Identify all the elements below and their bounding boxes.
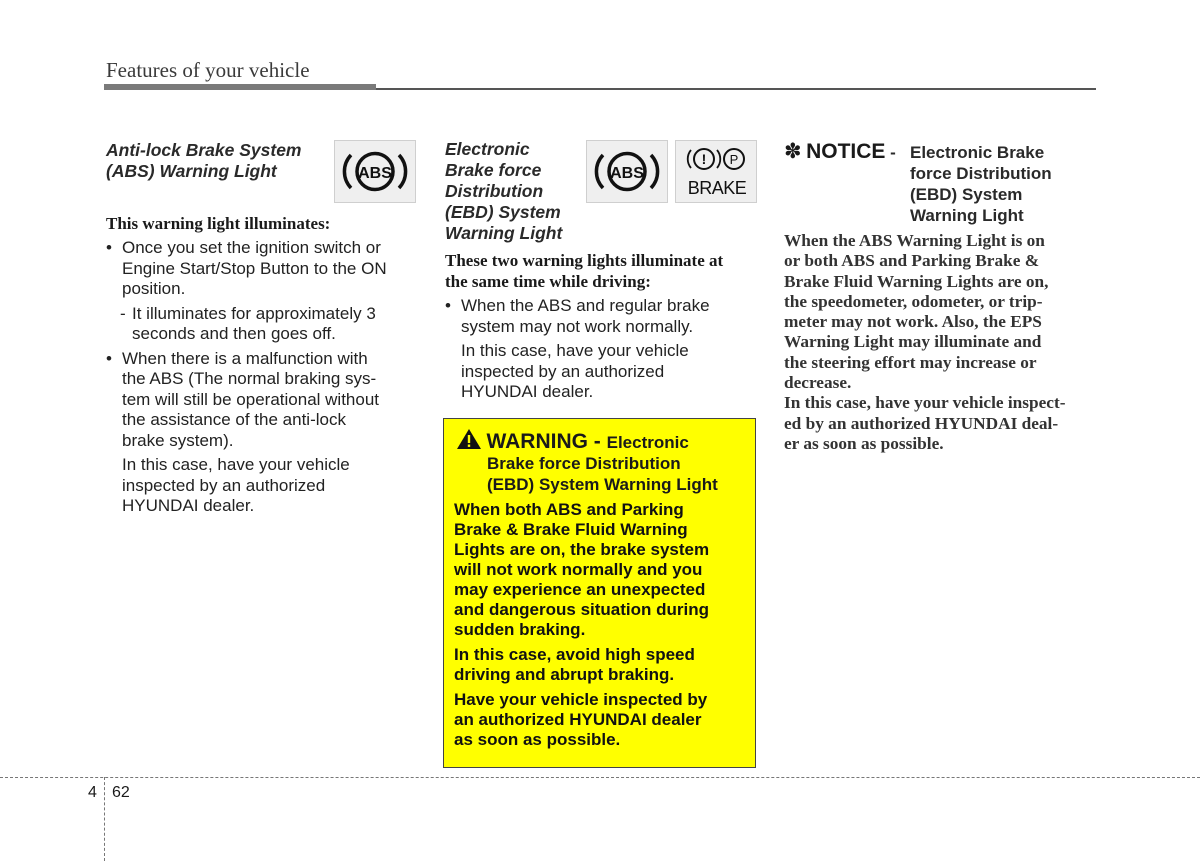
notice-title-row xyxy=(784,139,896,164)
abs-sub-item xyxy=(120,304,416,345)
text-line: Warning Light may illuminate and xyxy=(784,332,1042,352)
warning-para xyxy=(454,500,746,640)
notice-body xyxy=(784,231,1096,454)
text-line: When both ABS and Parking xyxy=(454,500,684,519)
text-line: (EBD) System xyxy=(910,185,1023,204)
abs-inspect-text xyxy=(122,455,416,517)
park-glyph: P xyxy=(729,152,739,167)
header-rule-thick xyxy=(104,84,376,90)
warning-para xyxy=(454,645,746,685)
warning-triangle-icon xyxy=(456,428,482,450)
text-line: Electronic Brake xyxy=(910,143,1045,162)
text-line: Brake Fluid Warning Lights are on, xyxy=(784,271,1049,291)
text-line: may experience an unexpected xyxy=(454,580,706,599)
text-line: In this case, have your vehicle xyxy=(461,341,689,360)
notice-title: NOTICE xyxy=(806,140,886,163)
page-chapter-number: 4 xyxy=(88,784,97,801)
warning-body xyxy=(454,500,746,750)
brake-icon-label: BRAKE xyxy=(687,178,747,198)
abs-icon xyxy=(587,141,667,202)
abs-icon xyxy=(335,141,415,202)
warning-title-row xyxy=(456,428,689,454)
text-line: Brake force Distribution xyxy=(487,454,681,473)
text-line: driving and abrupt braking. xyxy=(454,665,675,684)
warning-title-sub: Electronic xyxy=(606,433,689,452)
text-line: position. xyxy=(122,279,186,298)
ebd-heading-line: Brake force xyxy=(445,160,542,180)
ebd-heading-line: Warning Light xyxy=(445,223,563,243)
warning-para xyxy=(454,690,746,750)
warning-box xyxy=(443,418,756,768)
notice-para xyxy=(784,393,1096,454)
ebd-bullet-brake xyxy=(445,296,757,337)
text-line: Brake & Brake Fluid Warning xyxy=(454,520,688,539)
text-line: In this case, have your vehicle inspect- xyxy=(784,393,1066,413)
text-line: force Distribution xyxy=(910,164,1052,183)
ebd-heading-line: Electronic xyxy=(445,139,530,159)
text-line: inspected by an authorized xyxy=(122,475,326,495)
text-line: sudden braking. xyxy=(454,620,586,639)
text-line: Engine Start/Stop Button to the ON xyxy=(122,258,387,278)
text-line: - It illuminates for approximately 3 xyxy=(132,303,376,323)
brake-warning-light-icon xyxy=(675,140,757,203)
ebd-abs-icon-box xyxy=(586,140,668,203)
text-line: the same time while driving: xyxy=(445,272,651,291)
text-line: In this case, have your vehicle xyxy=(122,455,350,474)
page-header-title: Features of your vehicle xyxy=(106,58,310,82)
ebd-lead-text xyxy=(445,250,757,292)
text-line: seconds and then goes off. xyxy=(132,324,336,343)
text-line: the ABS (The normal braking sys- xyxy=(122,369,377,388)
text-line: ed by an authorized HYUNDAI deal- xyxy=(784,413,1059,433)
exclaim-glyph: ! xyxy=(701,151,707,167)
abs-icon-label: ABS xyxy=(358,165,392,182)
text-line: and dangerous situation during xyxy=(454,600,709,619)
text-line: meter may not work. Also, the EPS xyxy=(784,312,1042,332)
text-line: HYUNDAI dealer. xyxy=(461,382,594,401)
text-line: Warning Light xyxy=(910,206,1024,225)
abs-heading-line: (ABS) Warning Light xyxy=(106,161,277,181)
ebd-inspect-text xyxy=(461,341,757,403)
notice-symbol: ✽ xyxy=(784,140,802,163)
notice-para xyxy=(784,231,1096,393)
text-line: system may not work normally. xyxy=(461,316,694,336)
notice-subtitle xyxy=(910,142,1052,226)
ebd-body xyxy=(445,296,757,403)
abs-bullet-malfunction xyxy=(106,349,416,452)
text-line: In this case, avoid high speed xyxy=(454,645,695,664)
text-line: HYUNDAI dealer. xyxy=(122,496,255,515)
abs-warning-light-icon xyxy=(334,140,416,203)
text-line: as soon as possible. xyxy=(454,730,621,749)
brake-icon xyxy=(676,141,756,202)
abs-body xyxy=(106,238,416,517)
text-line: the assistance of the anti-lock xyxy=(122,410,346,429)
text-line: an authorized HYUNDAI dealer xyxy=(454,710,702,729)
text-line: inspected by an authorized xyxy=(461,361,665,381)
abs-heading xyxy=(106,140,331,182)
footer-vertical-rule xyxy=(104,777,105,861)
ebd-heading-line: (EBD) System xyxy=(445,202,561,222)
text-line: Lights are on, the brake system xyxy=(454,540,710,559)
notice-dash: - xyxy=(885,143,896,162)
text-line: • When the ABS and regular brake xyxy=(461,296,710,315)
warning-subtitle xyxy=(487,453,718,495)
text-line: or both ABS and Parking Brake & xyxy=(784,251,1040,271)
header-rule-thin xyxy=(376,88,1096,90)
text-line: When the ABS Warning Light is on xyxy=(784,231,1045,250)
page-number: 62 xyxy=(112,784,130,801)
text-line: er as soon as possible. xyxy=(784,433,944,453)
text-line: brake system). xyxy=(122,430,234,450)
text-line: These two warning lights illuminate at xyxy=(445,251,724,270)
ebd-heading xyxy=(445,139,585,244)
text-line: • When there is a malfunction with xyxy=(122,348,368,368)
text-line: the speedometer, odometer, or trip- xyxy=(784,291,1043,311)
abs-icon-label: ABS xyxy=(610,165,644,182)
warning-title: WARNING - xyxy=(486,430,607,453)
abs-bullet-ignition xyxy=(106,238,416,300)
abs-heading-line: Anti-lock Brake System xyxy=(106,140,302,160)
text-line: tem will still be operational without xyxy=(122,389,380,409)
text-line: Have your vehicle inspected by xyxy=(454,690,708,709)
text-line: (EBD) System Warning Light xyxy=(487,475,718,494)
abs-lead-text: This warning light illuminates: xyxy=(106,214,331,233)
text-line: decrease. xyxy=(784,373,852,393)
footer-dashed-rule xyxy=(0,777,1200,778)
text-line: the steering effort may increase or xyxy=(784,352,1037,372)
text-line: • Once you set the ignition switch or xyxy=(122,238,381,257)
ebd-heading-line: Distribution xyxy=(445,181,544,201)
text-line: will not work normally and you xyxy=(454,560,703,579)
